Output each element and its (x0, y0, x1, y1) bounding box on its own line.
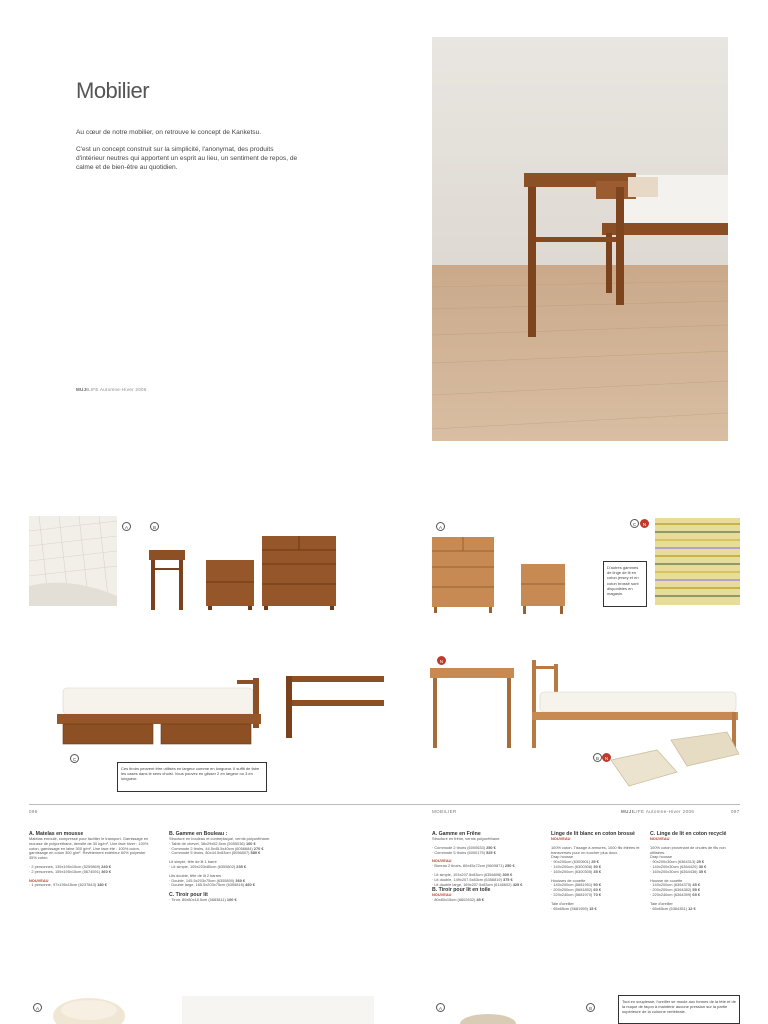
col5-line: · 160x200x30cm (6364436) (650, 868, 698, 874)
badge-b-bottom-right: B (586, 1003, 595, 1012)
col4-line: · 200x200cm (5681852) (551, 887, 593, 893)
five-drawer-chest-photo (262, 536, 336, 610)
col4-line: · 90x200cm (6300601) (551, 859, 591, 865)
intro-paragraph-1: Au cœur de notre mobilier, on retrouve le concept de Kanketsu. (76, 129, 262, 136)
col3-new-label-2: NOUVEAU (432, 892, 452, 898)
col3-heading-2: B. Tiroir pour lit en toile (432, 887, 491, 894)
col2-line: · Double large, 165.5x203x75cm (6355816) (169, 882, 245, 888)
col5-line: · 200x200cm (6364382) (650, 887, 692, 893)
col4-line: · 140x200cm (6300308) (551, 863, 593, 869)
col5-new-label: NOUVEAU (650, 836, 670, 841)
col5-line: · 140x200cm (6364375) (650, 882, 692, 888)
col2-item (169, 898, 311, 903)
col5-price: 45 € (692, 882, 700, 888)
col4-price: 70 € (593, 891, 601, 897)
col4-line: · 160x200cm (6300305) (551, 868, 593, 874)
col3-line: · Commode 5 tiroirs (6000175) (432, 849, 485, 855)
badge-b-right: B (593, 753, 602, 762)
col5-price: 30 € (698, 863, 707, 869)
col2-price: 360 € (235, 877, 246, 883)
canvas-drawer-photo (607, 730, 743, 790)
col1-price: 240 € (101, 863, 112, 869)
col4-price: 15 € (589, 905, 597, 911)
brand-line-left (76, 387, 147, 392)
col4-new-label: NOUVEAU (551, 836, 571, 841)
col5-subheading: Drap housse (650, 854, 673, 860)
col5-line: · 140x200x30cm (6364420) (650, 863, 698, 869)
col4-body: 100% coton. Tissage à armures, 1000 fils étirées et transverses pour un toucher plus doux. (551, 844, 640, 855)
col5-price: 55 € (692, 887, 700, 893)
col5-price: 12 € (688, 905, 696, 911)
brand-name: MUJI (76, 387, 88, 392)
col3-price: 425 € (512, 881, 523, 887)
col3-line: · Lit simple, 103x207.5x83cm (6356898) (432, 871, 502, 877)
ash-desk-photo (430, 668, 514, 748)
col1-heading: A. Matelas en mousse (29, 831, 84, 837)
col3-price: 375 € (502, 876, 513, 882)
badge-a-bottom-right: A (436, 1003, 445, 1012)
footer-brand-season: LIFE Automne-Hiver 2006 (633, 809, 695, 814)
col4-price: 50 € (593, 882, 601, 888)
col1-price: 360 € (101, 868, 112, 874)
col5-item (650, 907, 740, 912)
col4-price: 25 € (591, 859, 599, 865)
room-photo (432, 37, 728, 441)
footer-brand-name: MUJI (621, 809, 634, 814)
badge-new-storage: N (602, 753, 611, 762)
col2-subheading: Lits double, tête de lit 2 barres (169, 872, 222, 878)
striped-linen-photo (655, 518, 740, 605)
col4-price: 60 € (593, 887, 601, 893)
col3-heading: A. Gamme en Frêne (432, 831, 481, 837)
col5-subheading: Housse de couette (650, 877, 683, 883)
col3-price: 250 € (486, 844, 496, 850)
col1-line: · 2 personnes, 139x195x15cm (5259869) (29, 863, 101, 869)
badge-a-right: A (436, 522, 445, 531)
col5-line: · 65x65cm (6364351) (650, 905, 687, 911)
col2-line: · Lit simple, 109x203x80cm (6355802) (169, 863, 236, 869)
quilt-photo (182, 996, 374, 1024)
col3-price: 525 € (486, 849, 496, 855)
col4-line: · 65x65cm (5681959) (551, 905, 588, 911)
col2-line: · Commode 5 tiroirs, 80x44.5x83cm (5056807) (169, 850, 250, 856)
col2-price: 100 € (245, 840, 256, 846)
col5-price: 35 € (698, 868, 707, 874)
col1-line: · 2 personnes, 159x195x15cm (5674591) (29, 868, 101, 874)
intro-text (76, 128, 302, 180)
col4-line: · 140x200cm (5681951) (551, 882, 593, 888)
two-drawer-chest-photo (206, 560, 254, 610)
col4-heading: Linge de lit blanc en coton brossé (551, 831, 635, 837)
badge-new-desk: N (437, 656, 446, 665)
col4-price: 30 € (593, 863, 601, 869)
badge-a-bottom-left: A (33, 1003, 42, 1012)
col1-item (29, 883, 153, 888)
page-number-right: 097 (731, 809, 740, 814)
col3-item (432, 898, 544, 903)
footer-divider (29, 804, 740, 805)
col3-line: · 80x80x15cm (6602632) (432, 897, 476, 903)
linen-note: D'autres gammes de linge de lit en coton jersey et en coton brossé sont disponibles en magasin. (603, 561, 647, 607)
col3-body: Structure en frêne, vernis polyuréthane. (432, 836, 501, 841)
desc-column-2 (169, 831, 311, 903)
col4-subheading: Drap housse (551, 854, 574, 860)
col4-subheading: Housses de couette (551, 877, 586, 883)
col2-price: 580 € (250, 850, 261, 856)
desc-column-5 (650, 831, 740, 911)
col2-body: Structure en bouleau et contreplaqué, vernis polyuréthane. (169, 836, 271, 841)
col4-price: 35 € (593, 868, 601, 874)
col1-new-label: NOUVEAU (29, 877, 49, 883)
col2-subheading: Lit simple, tête de lit 1 barre (169, 859, 217, 865)
ash-chest-photo (432, 537, 494, 613)
desc-column-1 (29, 831, 153, 888)
page-number-left: 096 (29, 809, 38, 814)
birch-bed-photo (57, 678, 267, 748)
col4-subheading: Taie d'oreiller (551, 900, 574, 906)
col2-price: 270 € (253, 845, 264, 851)
col5-heading: C. Linge de lit en coton recyclé (650, 831, 727, 837)
col5-line: · 90x200x30cm (6364313) (650, 859, 696, 865)
col5-subheading: Taie d'oreiller (650, 900, 673, 906)
pillow-photo (50, 994, 128, 1024)
ash-two-drawer-photo (521, 564, 565, 614)
col2-line: · Double, 145.5x203x75cm (6355800) (169, 877, 235, 883)
col3-line: · Bureau 2 tiroirs, 80x45x72cm (5609871) (432, 863, 504, 869)
col3-price: 45 € (476, 897, 484, 903)
col3-line: · Lit double, 149x207.5x83cm (6356819) (432, 876, 502, 882)
col5-line: · 220x240cm (6364399) (650, 891, 692, 897)
col2-price: 460 € (245, 882, 255, 888)
desc-column-3 (432, 831, 544, 903)
mattress-photo (29, 516, 117, 606)
page-title: Mobilier (76, 78, 150, 103)
desc-column-4 (551, 831, 641, 911)
badge-c-left: C (70, 754, 79, 763)
col3-price: 300 € (502, 871, 513, 877)
drawer-note: Ces tiroirs peuvent être utilisés en largeur comme en longueur. Il suffit de faire les cases dans le sens choisi. Vous pouvez en glisser 2 en largeur ou 3 en longueur. (117, 762, 267, 792)
col5-price: 25 € (696, 859, 705, 865)
col4-item (551, 907, 641, 912)
cushion-photo (456, 1012, 520, 1024)
pillow-note: Tout en souplesse, l'oreiller se moule aux formes de la tête et de la nuque de façon à maintenir aucune pression sur la partie supérieure de la colonne vertébrale. (618, 995, 740, 1024)
col2-line: · Commode 2 tiroirs, 44.5x45.5x40cm (6056684) (169, 845, 253, 851)
footer-section: MOBILIER (432, 809, 457, 814)
col2-price: 100 € (226, 897, 237, 903)
badge-a-left: A (122, 522, 131, 531)
intro-paragraph-2: C'est un concept construit sur la simplicité, l'anonymat, des produits d'intérieur neutres qui apportent un esprit au lieu, un sentiment de repos, de calme et de bien-être au quotidien. (76, 146, 298, 171)
badge-new-linen: N (640, 519, 649, 528)
footer-brand (621, 809, 694, 814)
col2-heading-2: C. Tiroir pour lit (169, 892, 208, 899)
col5-price: 65 € (692, 891, 700, 897)
col3-price: 250 € (504, 863, 515, 869)
col1-body: Matelas enroulé, compressé pour faciliter le transport. Garnissage en mousse de polyuréthane, densité de 30 kg/m³. Une face hiver : 100% coton, garnissage en laine 300 g/m². Une face été : 100% coton, garnissage en coton 300 g/m². Revêtement extérieur 60% polyester 35% coton. (29, 836, 149, 861)
col4-line: · 220x240cm (5681970) (551, 891, 593, 897)
col1-line: · 1 personne, 97x195x15cm (6237843) (29, 882, 97, 888)
col3-new-label: NOUVEAU (432, 858, 452, 864)
bedside-table-photo (147, 548, 187, 610)
col2-line: · Tiroir, 80x80x18.5cm (5683811) (169, 897, 226, 903)
col3-line: · Lit double large, 169x207.5x83cm (6146602) (432, 881, 512, 887)
brand-season: LIFE Automne-Hiver 2006 (87, 387, 147, 392)
badge-c-right: C (630, 519, 639, 528)
badge-b-left: B (150, 522, 159, 531)
col3-line: · Commode 2 tiroirs (6000633) (432, 844, 485, 850)
col2-line: · Table de chevet, 38x29x52.5cm (5055036) (169, 840, 245, 846)
headboard-photo (286, 676, 384, 738)
col5-body: 100% coton provenant de chutes de fils non utilisées. (650, 844, 726, 855)
col1-price: 180 € (97, 882, 107, 888)
col2-price: 235 € (236, 863, 247, 869)
col2-heading: B. Gamme en Bouleau : (169, 831, 228, 837)
